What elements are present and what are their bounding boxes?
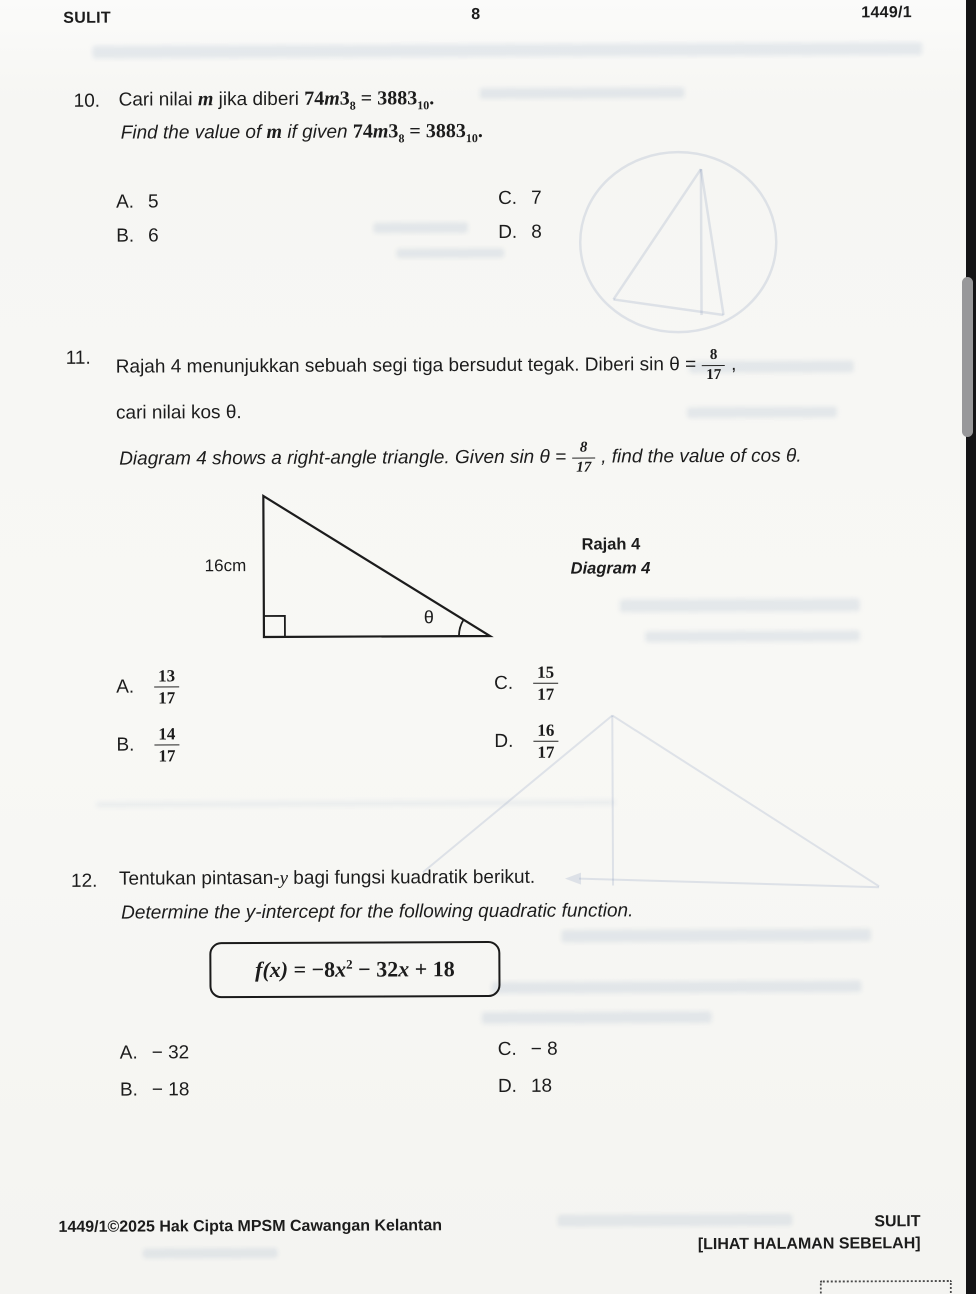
dotted-stamp-box xyxy=(820,1280,952,1294)
formula-tail: + 18 xyxy=(409,956,455,982)
eq-digits: 3883 xyxy=(425,120,466,143)
fraction-denominator: 17 xyxy=(702,364,725,382)
q11-malay-comma: , xyxy=(731,354,737,376)
q10-option-d xyxy=(498,222,542,244)
q12-malay-pre: Tentukan pintasan- xyxy=(118,867,280,890)
option-label: A. xyxy=(119,1042,138,1064)
eq-equals: = xyxy=(355,87,378,110)
option-label: C. xyxy=(497,1038,517,1060)
fraction-denominator: 17 xyxy=(572,457,595,475)
q10-option-c xyxy=(498,188,542,210)
question-10-text-malay xyxy=(119,86,435,114)
scrollbar-track[interactable] xyxy=(966,0,976,1294)
option-fraction xyxy=(533,722,558,761)
option-label: C. xyxy=(497,187,518,209)
eq-base-subscript: 8 xyxy=(349,98,356,113)
q12-option-d xyxy=(498,1076,552,1098)
question-12-text-malay xyxy=(119,866,535,892)
bleed-through-smear xyxy=(620,598,860,612)
option-value: − 32 xyxy=(151,1042,190,1064)
bleed-through-smear xyxy=(482,1011,712,1024)
q11-english-pre: Diagram 4 shows a right-angle triangle. Given sin θ = xyxy=(119,446,567,470)
q10-equation xyxy=(352,120,483,146)
option-fraction xyxy=(154,667,179,706)
option-label: B. xyxy=(116,734,135,756)
option-value: 5 xyxy=(147,191,159,213)
right-triangle-diagram xyxy=(221,487,522,648)
fraction-denominator: 17 xyxy=(154,744,179,764)
q10-english-pre: Find the value of xyxy=(120,121,267,144)
q11-option-c xyxy=(494,664,564,703)
option-label: D. xyxy=(498,221,518,243)
option-value: − 18 xyxy=(151,1079,190,1101)
option-value: − 8 xyxy=(530,1038,558,1060)
question-11-text-malay-line1 xyxy=(116,341,737,392)
eq-variable: m xyxy=(372,120,389,143)
bleed-through-smear xyxy=(491,980,861,994)
option-value: 18 xyxy=(530,1075,553,1097)
option-value: 6 xyxy=(148,225,159,247)
bleed-through-smear xyxy=(480,87,685,99)
q11-english-post: , find the value of cos θ. xyxy=(601,445,802,468)
option-label: B. xyxy=(119,1079,138,1101)
option-label: D. xyxy=(494,730,514,752)
q11-option-b xyxy=(116,725,185,764)
option-label: C. xyxy=(494,672,514,694)
bleed-through-circle-diagram xyxy=(573,147,789,348)
eq-digits: 3 xyxy=(388,120,399,143)
triangle-angle-label: θ xyxy=(423,607,434,628)
bleed-through-smear xyxy=(687,406,837,418)
question-11-number: 11. xyxy=(65,347,91,369)
q10-malay-pre: Cari nilai xyxy=(118,89,198,111)
fraction-numerator: 16 xyxy=(537,720,555,740)
eq-equals: = xyxy=(404,120,426,143)
right-angle-mark xyxy=(264,616,285,637)
q12-option-a xyxy=(120,1042,190,1064)
fraction-numerator: 8 xyxy=(579,439,588,456)
bleed-through-smear xyxy=(96,799,616,807)
eq-digits: 74 xyxy=(304,87,325,110)
question-11-text-malay-line2: cari nilai kos θ. xyxy=(115,402,242,424)
fraction-numerator: 8 xyxy=(709,346,718,363)
eq-digits: 3 xyxy=(339,87,350,110)
option-fraction xyxy=(154,725,179,764)
option-value: 8 xyxy=(531,221,542,243)
q10-option-a xyxy=(116,191,159,213)
footer-copyright: 1449/1©2025 Hak Cipta MPSM Cawangan Kelantan xyxy=(58,1217,443,1236)
fraction-denominator: 17 xyxy=(533,683,558,703)
bleed-through-smear xyxy=(561,928,871,942)
q12-option-c xyxy=(498,1039,558,1061)
q10-malay-post: jika diberi xyxy=(213,88,305,111)
q10-equation xyxy=(304,87,435,113)
fraction-8-17 xyxy=(702,347,725,382)
bleed-through-smear xyxy=(373,222,468,233)
bleed-through-smear xyxy=(92,42,922,59)
formula-x: x xyxy=(335,956,347,982)
option-label: A. xyxy=(116,676,135,698)
question-11-text-english xyxy=(119,433,802,484)
fraction-numerator: 14 xyxy=(158,724,176,744)
angle-arc xyxy=(459,620,464,636)
q12-variable-y: y xyxy=(279,867,289,889)
triangle-side-label: 16cm xyxy=(204,556,247,576)
fraction-denominator: 17 xyxy=(154,686,179,706)
question-12-number: 12. xyxy=(70,870,98,892)
q10-english-post: if given xyxy=(282,121,353,143)
q12-malay-post: bagi fungsi kuadratik berikut. xyxy=(287,866,536,889)
footer-see-next-page: [LIHAT HALAMAN SEBELAH] xyxy=(697,1235,921,1254)
bleed-through-smear xyxy=(396,248,504,258)
bleed-through-smear xyxy=(645,630,860,642)
q11-option-a xyxy=(116,667,185,706)
diagram-caption-english: Diagram 4 xyxy=(570,559,651,578)
question-12-text-english: Determine the y-intercept for the following quadratic function. xyxy=(121,900,634,924)
eq-period: . xyxy=(477,120,483,143)
header-confidential-label: SULIT xyxy=(63,9,112,27)
formula-f: f xyxy=(255,956,263,983)
q10-option-b xyxy=(116,225,159,247)
eq-digits: 74 xyxy=(352,120,373,143)
option-label: A. xyxy=(116,191,135,213)
q10-variable-m: m xyxy=(266,120,283,143)
eq-period: . xyxy=(429,87,435,110)
option-value: 7 xyxy=(530,187,542,209)
eq-base-subscript: 10 xyxy=(465,131,478,146)
q11-option-d xyxy=(494,722,564,761)
eq-variable: m xyxy=(324,87,340,110)
bleed-through-smear xyxy=(143,1248,278,1259)
q10-variable-m: m xyxy=(197,88,214,111)
eq-base-subscript: 8 xyxy=(398,131,405,146)
footer-right xyxy=(698,1211,921,1257)
eq-base-subscript: 10 xyxy=(417,98,430,113)
eq-digits: 3883 xyxy=(377,87,418,110)
formula-equals: = −8 xyxy=(288,956,336,982)
fraction-numerator: 13 xyxy=(158,666,176,686)
question-10-text-english xyxy=(121,119,483,148)
formula-box xyxy=(209,941,500,998)
header-paper-code: 1449/1 xyxy=(861,4,913,22)
diagram-caption-malay: Rajah 4 xyxy=(581,535,641,554)
formula-exponent: 2 xyxy=(346,956,353,972)
formula-mid: − 32 xyxy=(352,956,399,982)
fraction-denominator: 17 xyxy=(533,741,558,761)
q11-malay-pre: Rajah 4 menunjukkan sebuah segi tiga bersudut tegak. Diberi sin θ = xyxy=(115,354,697,378)
formula-args: (x) xyxy=(262,956,289,982)
formula-x: x xyxy=(398,956,410,982)
footer-confidential-label: SULIT xyxy=(874,1213,921,1231)
quadratic-formula xyxy=(255,956,455,983)
option-label: B. xyxy=(116,225,135,247)
option-label: D. xyxy=(497,1075,517,1097)
scrollbar-thumb[interactable] xyxy=(962,277,973,437)
fraction-8-17 xyxy=(572,440,595,475)
question-10-number: 10. xyxy=(73,90,101,112)
q12-option-b xyxy=(120,1079,190,1101)
page-number: 8 xyxy=(471,6,481,24)
option-fraction xyxy=(533,664,558,703)
fraction-numerator: 15 xyxy=(537,662,555,682)
